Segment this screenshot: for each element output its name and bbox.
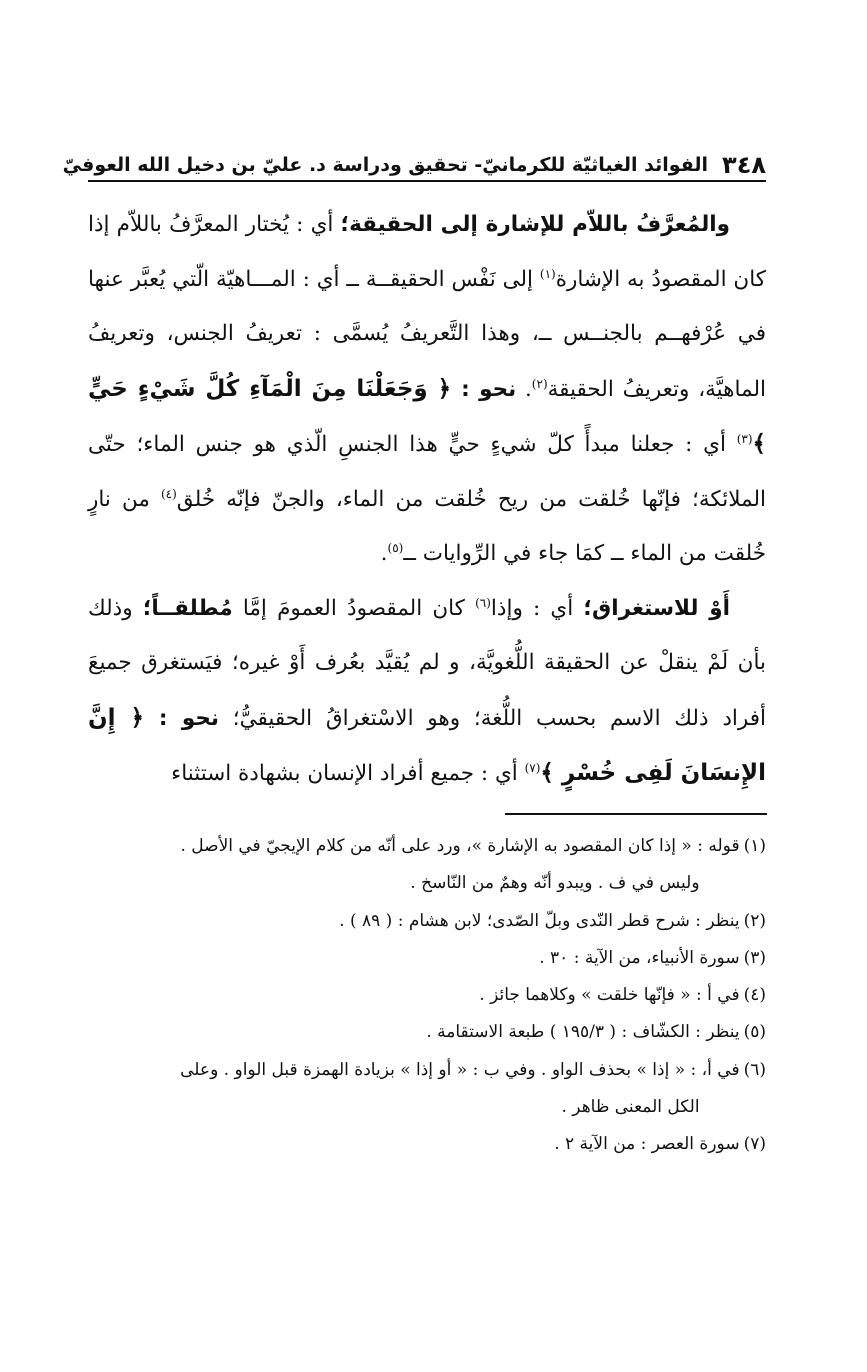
text-run: إلى نَفْس الحقيقــة ــ أي : المـــاهيّة الّتي يُعبَّر عنها في عُرْفهــم بالجنــس ــ، وهذا التَّعريفُ يُسمَّى : تعريفُ الجنس، وتعريفُ الماهيَّة، وتعريفُ الحقيقة (88, 266, 766, 402)
footnotes (88, 828, 766, 1164)
text-run: من نارٍ خُلقت من الماء ــ كمَا جاء في الرِّوايات ــ (88, 486, 766, 566)
text-run: كان المقصودُ العمومَ إمَّا (232, 595, 476, 621)
text-run: . (380, 541, 388, 566)
footnote-6 (88, 1052, 766, 1127)
footnote-2 (88, 903, 766, 940)
running-header (62, 142, 766, 179)
footnote-continuation: وليس في ف . ويبدو أنّه وهمٌ من النّاسخ . (410, 873, 700, 894)
footnote-ref: (٣) (736, 431, 753, 446)
footnote-text: ينظر : شرح قطر النّدى وبلّ الصّدى؛ لابن هشام : ( ٨٩ ) . (339, 910, 740, 931)
footnote-1 (88, 828, 766, 903)
footnote-text: سورة العصر : من الآية ٢ . (554, 1134, 740, 1155)
footnote-4 (88, 977, 766, 1014)
header-rule (88, 180, 766, 182)
footnote-separator (505, 813, 767, 815)
footnote-text: قوله : « إذا كان المقصود به الإشارة »، ورد على أنّه من كلام الإيجيّ في الأصل . (180, 836, 740, 856)
page-number: ٣٤٨ (722, 151, 766, 179)
footnote-number: (٣) (743, 947, 766, 968)
main-text (88, 198, 766, 802)
footnote-number: (١) (743, 836, 766, 856)
footnote-ref: (١) (539, 266, 556, 281)
example-marker: نحو : (461, 376, 517, 402)
footnote-ref: (٧) (524, 760, 541, 775)
quran-verse: ﴿ وَجَعَلْنَا مِنَ الْمَآءِ كُلَّ شَيْءٍ حَيٍّ ﴾ (88, 375, 766, 457)
footnote-number: (٥) (743, 1022, 766, 1043)
footnote-ref: (٦) (475, 595, 491, 610)
paragraph-definite-article-reference (88, 198, 766, 582)
footnote-number: (٤) (743, 985, 766, 1006)
text-run: أي : جعلنا مبدأً كلّ شيءٍ حيٍّ هذا الجنسِ الّذي هو جنس الماء؛ حتّى الملائكة؛ فإنّها خُلقت من ريح خُلقت من الماء، والجنّ فإنّه خُلق (88, 432, 766, 512)
footnote-text: سورة الأنبياء، من الآية : ٣٠ . (539, 947, 740, 968)
footnote-number: (٦) (743, 1059, 766, 1080)
footnote-ref: (٤) (160, 486, 177, 501)
footnote-number: (٧) (743, 1134, 766, 1155)
example-marker: نحو : (158, 705, 219, 731)
text-run: وذلك بأن لَمْ ينقلْ عن الحقيقة اللُّغويَّة، و لم يُقيَّد بعُرف أَوْ غيره؛ فيَستغرق جميعَ أفراد ذلك الاسم بحسب اللُّغة؛ وهو الاسْتغراقُ الحقيقيُّ؛ (88, 595, 766, 731)
footnote-5 (88, 1014, 766, 1051)
bold-lead-phrase: أَوْ للاستغراق؛ (583, 595, 730, 621)
text-run: أي : جميع أفراد الإنسان بشهادة استثناء (171, 761, 525, 786)
footnote-7 (88, 1126, 766, 1163)
paragraph-istighraq (88, 582, 766, 802)
text-run: أي : يُختار المعرَّفُ باللاّم إذا كان المقصودُ به الإشارة (88, 212, 766, 292)
footnote-3 (88, 940, 766, 977)
footnote-text: ينظر : الكشّاف : ( ١٩٥/٣ ) طبعة الاستقامة . (426, 1022, 740, 1043)
bold-lead-phrase: والمُعرَّفُ باللاّم للإشارة إلى الحقيقة؛ (340, 212, 730, 237)
footnote-ref: (٥) (387, 540, 404, 555)
text-run: . (516, 376, 532, 402)
footnote-continuation: الكل المعنى ظاهر . (561, 1097, 700, 1118)
footnote-ref: (٢) (531, 376, 548, 391)
bold-term: مُطلقــاً؛ (142, 595, 233, 621)
footnote-text: في أ، : « إذا » بحذف الواو . وفي ب : « أو إذا » بزيادة الهمزة قبل الواو . وعلى (180, 1059, 740, 1080)
footnote-number: (٢) (743, 910, 766, 931)
text-run: أي : وإذا (490, 595, 584, 621)
footnote-text: في أ : « فإنّها خلقت » وكلاهما جائز . (479, 985, 740, 1006)
quran-verse: ﴿ إِنَّ الإِنسَانَ لَفِى خُسْرٍ ﴾ (88, 704, 766, 786)
header-title: الفوائد الغياثيّة للكرمانيّ- تحقيق ودراسة د. عليّ بن دخيل الله العوفيّ (62, 154, 709, 176)
